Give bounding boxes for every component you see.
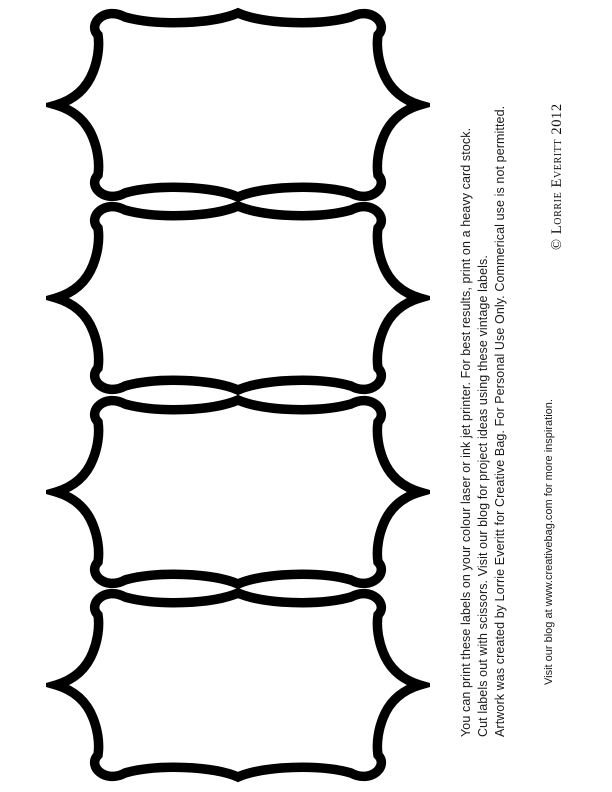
blog-note-text: Visit our blog at www.creativebag.com for more inspiration. (543, 399, 555, 685)
label-frame-3 (46, 390, 430, 594)
instructions-line-1: You can print these labels on your colour laser or ink jet printer. For best results, print on a heavy card stock. (459, 127, 473, 737)
instructions-line-3: Artwork was created by Lorrie Everitt for Creative Bag. For Personal Use Only. Commerical use is not permitted. (493, 105, 507, 737)
bracket-frame-icon (46, 3, 430, 207)
instructions-text (458, 106, 509, 737)
instructions-line-2: Cut labels out with scissors. Visit our blog for project ideas using these vintage labels. (476, 255, 490, 737)
label-frame-4 (46, 583, 430, 787)
bracket-frame-icon (46, 583, 430, 787)
copyright-text: © Lorrie Everitt 2012 (549, 103, 565, 250)
label-frame-1 (46, 3, 430, 207)
bracket-frame-icon (46, 196, 430, 400)
label-frame-2 (46, 196, 430, 400)
bracket-frame-icon (46, 390, 430, 594)
